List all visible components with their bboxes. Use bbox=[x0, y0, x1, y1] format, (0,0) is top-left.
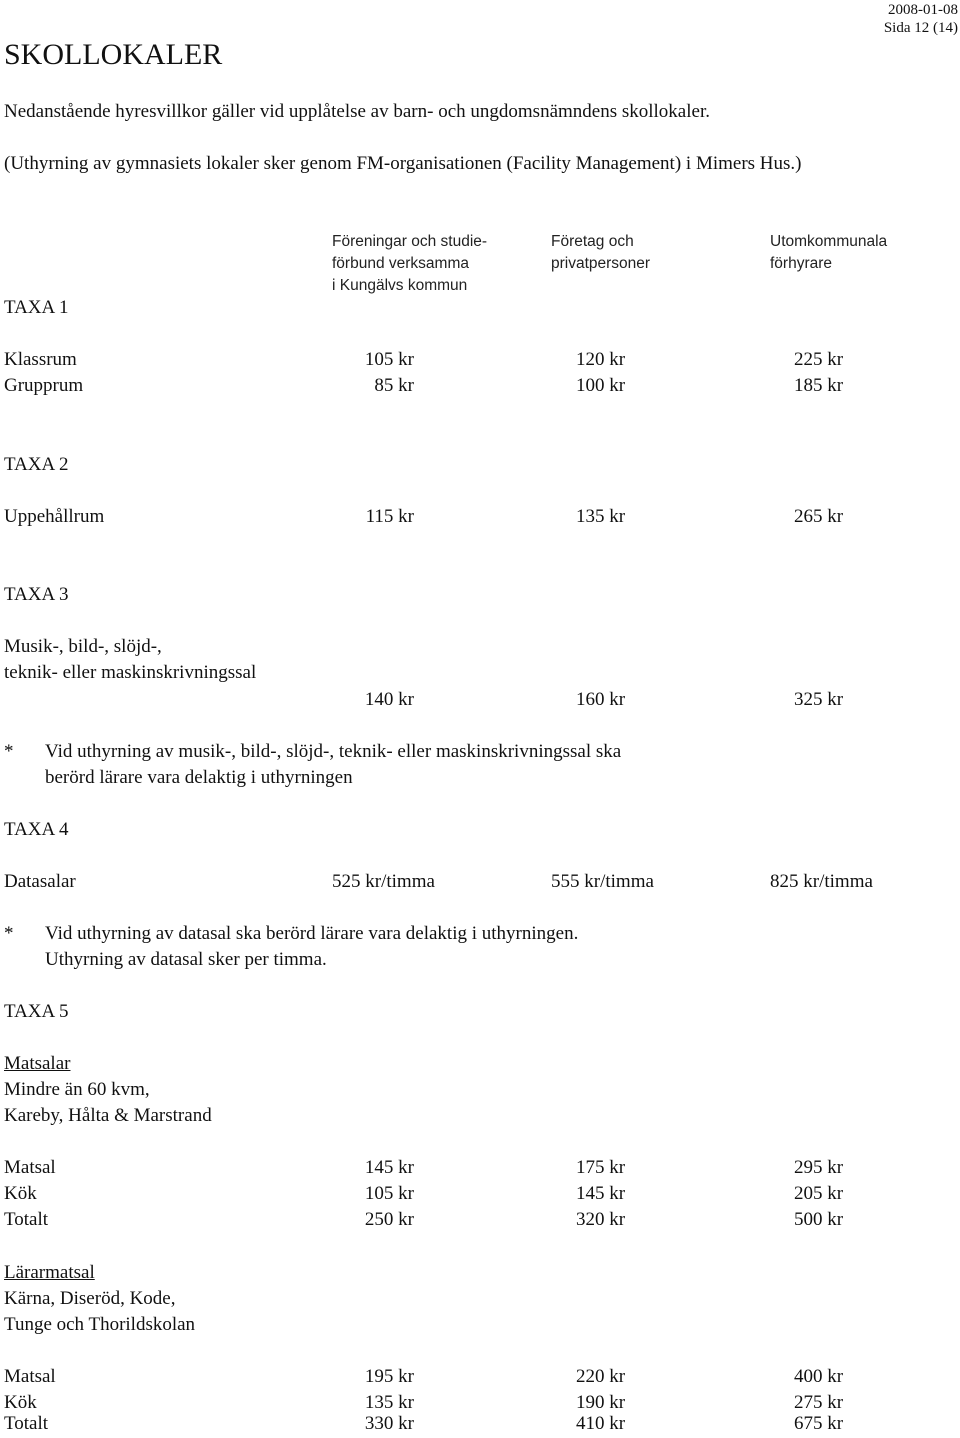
price-cell: 160 kr bbox=[576, 689, 626, 710]
price-cell: 190 kr bbox=[576, 1392, 626, 1413]
note-text: Vid uthyrning av musik-, bild-, slöjd-, teknik- eller maskinskrivningssal ska bbox=[45, 741, 622, 762]
note-marker: * bbox=[4, 923, 14, 944]
column-header-line: i Kungälvs kommun bbox=[332, 277, 468, 294]
table-row-label: Kök bbox=[4, 1392, 37, 1413]
column-header-external bbox=[770, 231, 887, 275]
price-cell: 330 kr bbox=[364, 1413, 414, 1434]
price-cell: 225 kr bbox=[794, 349, 844, 370]
price-cell: 205 kr bbox=[794, 1183, 844, 1204]
note-text: Vid uthyrning av datasal ska berörd lärare vara delaktig i uthyrningen. bbox=[45, 923, 579, 944]
table-row-label: Musik-, bild-, slöjd-, bbox=[4, 636, 162, 657]
price-cell: 525 kr/timma bbox=[332, 871, 435, 892]
note-text: Uthyrning av datasal sker per timma. bbox=[45, 949, 327, 970]
taxa-4-heading: TAXA 4 bbox=[4, 819, 69, 840]
table-row-label: Matsal bbox=[4, 1366, 56, 1387]
section-subtitle: Tunge och Thorildskolan bbox=[4, 1314, 196, 1335]
section-subtitle: Kareby, Hålta & Marstrand bbox=[4, 1105, 212, 1126]
price-cell: 120 kr bbox=[576, 349, 626, 370]
price-cell: 410 kr bbox=[576, 1413, 626, 1434]
price-cell: 325 kr bbox=[794, 689, 844, 710]
section-subtitle: Mindre än 60 kvm, bbox=[4, 1079, 150, 1100]
note-text: berörd lärare vara delaktig i uthyrningen bbox=[45, 767, 353, 788]
price-cell: 500 kr bbox=[794, 1209, 844, 1230]
section-title-matsalar: Matsalar bbox=[4, 1053, 71, 1074]
price-cell: 105 kr bbox=[364, 349, 414, 370]
price-cell: 320 kr bbox=[576, 1209, 626, 1230]
column-header-associations bbox=[332, 231, 487, 297]
table-row-label: Uppehållrum bbox=[4, 506, 105, 527]
price-cell: 275 kr bbox=[794, 1392, 844, 1413]
price-cell: 175 kr bbox=[576, 1157, 626, 1178]
price-cell: 220 kr bbox=[576, 1366, 626, 1387]
table-row-label: Klassrum bbox=[4, 349, 77, 370]
price-cell: 105 kr bbox=[364, 1183, 414, 1204]
table-row-label: Datasalar bbox=[4, 871, 76, 892]
price-cell: 400 kr bbox=[794, 1366, 844, 1387]
price-cell: 145 kr bbox=[576, 1183, 626, 1204]
price-cell: 195 kr bbox=[364, 1366, 414, 1387]
column-header-line: förhyrare bbox=[770, 255, 833, 272]
column-header-line: privatpersoner bbox=[551, 255, 651, 272]
price-cell: 145 kr bbox=[364, 1157, 414, 1178]
table-row-label: Totalt bbox=[4, 1413, 49, 1434]
section-subtitle: Kärna, Diseröd, Kode, bbox=[4, 1288, 176, 1309]
taxa-2-heading: TAXA 2 bbox=[4, 454, 69, 475]
taxa-3-heading: TAXA 3 bbox=[4, 584, 69, 605]
column-header-line: Föreningar och studie- bbox=[332, 233, 488, 250]
intro-line-1: Nedanstående hyresvillkor gäller vid upplåtelse av barn- och ungdomsnämndens skollokaler. bbox=[4, 101, 710, 122]
price-cell: 185 kr bbox=[794, 375, 844, 396]
price-cell: 555 kr/timma bbox=[551, 871, 654, 892]
taxa-5-heading: TAXA 5 bbox=[4, 1001, 69, 1022]
price-cell: 100 kr bbox=[576, 375, 626, 396]
price-cell: 250 kr bbox=[364, 1209, 414, 1230]
table-row-label: Matsal bbox=[4, 1157, 56, 1178]
section-title-lararmatsal: Lärarmatsal bbox=[4, 1262, 95, 1283]
column-header-line: Företag och bbox=[551, 233, 634, 250]
price-cell: 85 kr bbox=[374, 375, 414, 396]
price-cell: 140 kr bbox=[364, 689, 414, 710]
column-header-line: Utomkommunala bbox=[770, 233, 888, 250]
column-header-companies bbox=[551, 231, 650, 275]
price-cell: 135 kr bbox=[364, 1392, 414, 1413]
price-cell: 295 kr bbox=[794, 1157, 844, 1178]
price-cell: 825 kr/timma bbox=[770, 871, 873, 892]
price-cell: 115 kr bbox=[365, 506, 414, 527]
taxa-1-heading: TAXA 1 bbox=[4, 297, 69, 318]
column-header-line: förbund verksamma bbox=[332, 255, 469, 272]
table-row-label: Kök bbox=[4, 1183, 37, 1204]
intro-line-2: (Uthyrning av gymnasiets lokaler sker genom FM-organisationen (Facility Management) i Mimers Hus.) bbox=[4, 153, 802, 174]
page-number: Sida 12 (14) bbox=[883, 20, 958, 36]
table-row-label: teknik- eller maskinskrivningssal bbox=[4, 662, 257, 683]
table-row-label: Totalt bbox=[4, 1209, 49, 1230]
note-marker: * bbox=[4, 741, 14, 762]
table-row-label: Grupprum bbox=[4, 375, 84, 396]
price-cell: 135 kr bbox=[576, 506, 626, 527]
price-cell: 265 kr bbox=[794, 506, 844, 527]
page-title: SKOLLOKALER bbox=[4, 38, 223, 71]
price-cell: 675 kr bbox=[794, 1413, 844, 1434]
document-date: 2008-01-08 bbox=[888, 2, 958, 18]
